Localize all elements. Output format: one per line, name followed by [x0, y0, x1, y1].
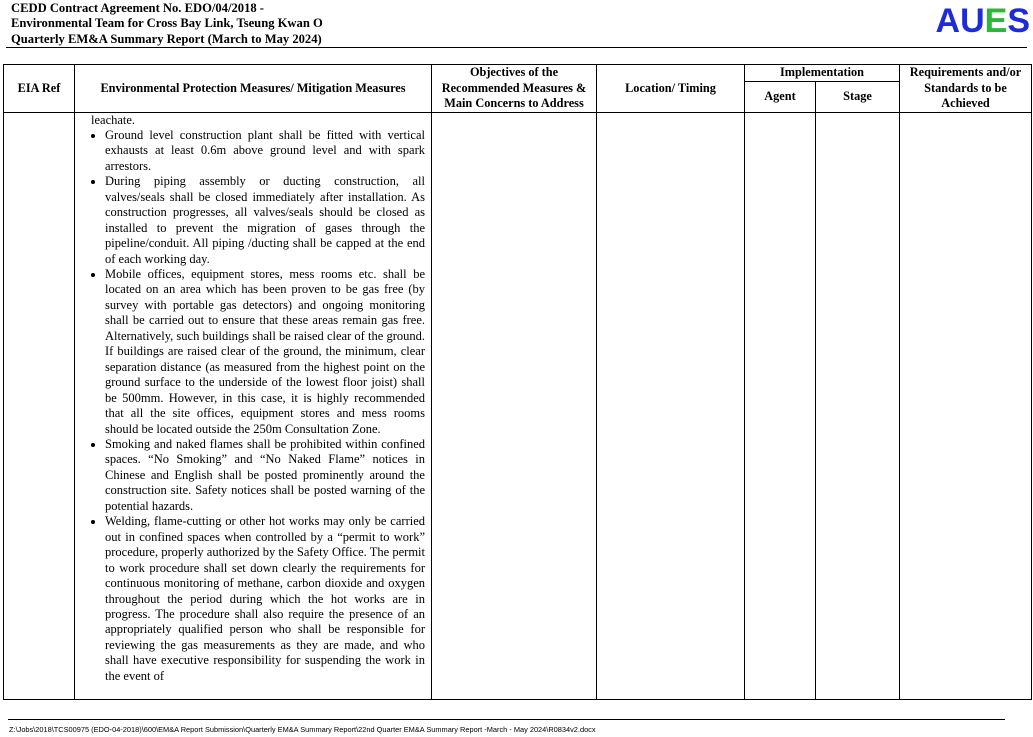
cell-stage: [816, 112, 900, 700]
logo-letter-s: S: [1007, 2, 1030, 40]
logo-letter-e: E: [984, 2, 1008, 40]
contract-title: CEDD Contract Agreement No. EDO/04/2018 -: [11, 1, 265, 15]
header-requirements: Requirements and/or Standards to be Achieved: [900, 65, 1032, 113]
cell-requirements: [900, 112, 1032, 700]
header-stage: Stage: [816, 81, 900, 112]
header-location-timing: Location/ Timing: [597, 65, 745, 113]
measures-list: [78, 128, 425, 684]
header-measures: Environmental Protection Measures/ Mitigation Measures: [75, 65, 432, 113]
header-eia-ref: EIA Ref: [4, 65, 75, 113]
continued-text: leachate.: [91, 112, 136, 127]
document-header: [11, 1, 323, 47]
header-objectives: Objectives of the Recommended Measures & Main Concerns to Address: [432, 65, 597, 113]
cell-eia-ref: [4, 112, 75, 700]
header-implementation: Implementation: [745, 65, 900, 82]
measure-item: • Welding, flame-cutting or other hot works may only be carried out in confined spaces when controlled by a “permit to work” procedure, properly authorized by the Safety Office. The permit to work procedure shall set down clearly the requirements for continuous monitoring of methane, carbon dioxide and oxygen throughout the period during which the hot works are in progress. The procedure shall also require the presence of an appropriately qualified person who shall be responsible for reviewing the gas measurements as they are made, and who shall have executive responsibility for suspending the work in the event of: [105, 514, 425, 684]
measure-item: • During piping assembly or ducting construction, all valves/seals shall be closed immediately after installation. As construction progresses, all valves/seals should be closed as installed to prevent the migration of gases through the pipeline/conduit. All piping /ducting shall be capped at the end of each working day.: [105, 174, 425, 267]
footer-divider: [8, 719, 1005, 720]
measure-item: • Ground level construction plant shall be fitted with vertical exhausts at least 0.6m above ground level and with spark arrestors.: [105, 128, 425, 174]
cell-agent: [745, 112, 816, 700]
report-title: Quarterly EM&A Summary Report (March to May 2024): [11, 31, 322, 46]
cell-measures: [75, 112, 432, 700]
team-title: Environmental Team for Cross Bay Link, Tseung Kwan O: [11, 16, 323, 31]
header-agent: Agent: [745, 81, 816, 112]
header-divider: [6, 47, 1027, 48]
measure-item: • Smoking and naked flames shall be prohibited within confined spaces. “No Smoking” and “No Naked Flame” notices in Chinese and English shall be posted prominently around the construction site. Safety notices shall be posted warning of the potential hazards.: [105, 437, 425, 514]
aues-logo: [936, 2, 1031, 40]
logo-letter-a: A: [935, 2, 961, 40]
mitigation-measures-table: [3, 64, 1032, 700]
measure-item: • Mobile offices, equipment stores, mess rooms etc. shall be located on an area which has been proven to be gas free (by survey with portable gas detectors) and ongoing monitoring shall be carried out to ensure that these areas remain gas free. Alternatively, such buildings shall be raised clear of the ground. If buildings are raised clear of the ground, the minimum, clear separation distance (as measured from the highest point on the ground surface to the underside of the lowest floor joist) shall be 500mm. However, in this case, it is highly recommended that all the site offices, equipment stores and mess rooms should be located outside the 250m Consultation Zone.: [105, 267, 425, 437]
file-path: Z:\Jobs\2018\TCS00975 (EDO-04-2018)\600\EM&A Report Submission\Quarterly EM&A Summary Report\22nd Quarter EM&A Summary Report -March - May 2024\R0834v2.docx: [9, 725, 596, 734]
logo-letter-u: U: [960, 2, 985, 40]
cell-objectives: [432, 112, 597, 700]
cell-location-timing: [597, 112, 745, 700]
